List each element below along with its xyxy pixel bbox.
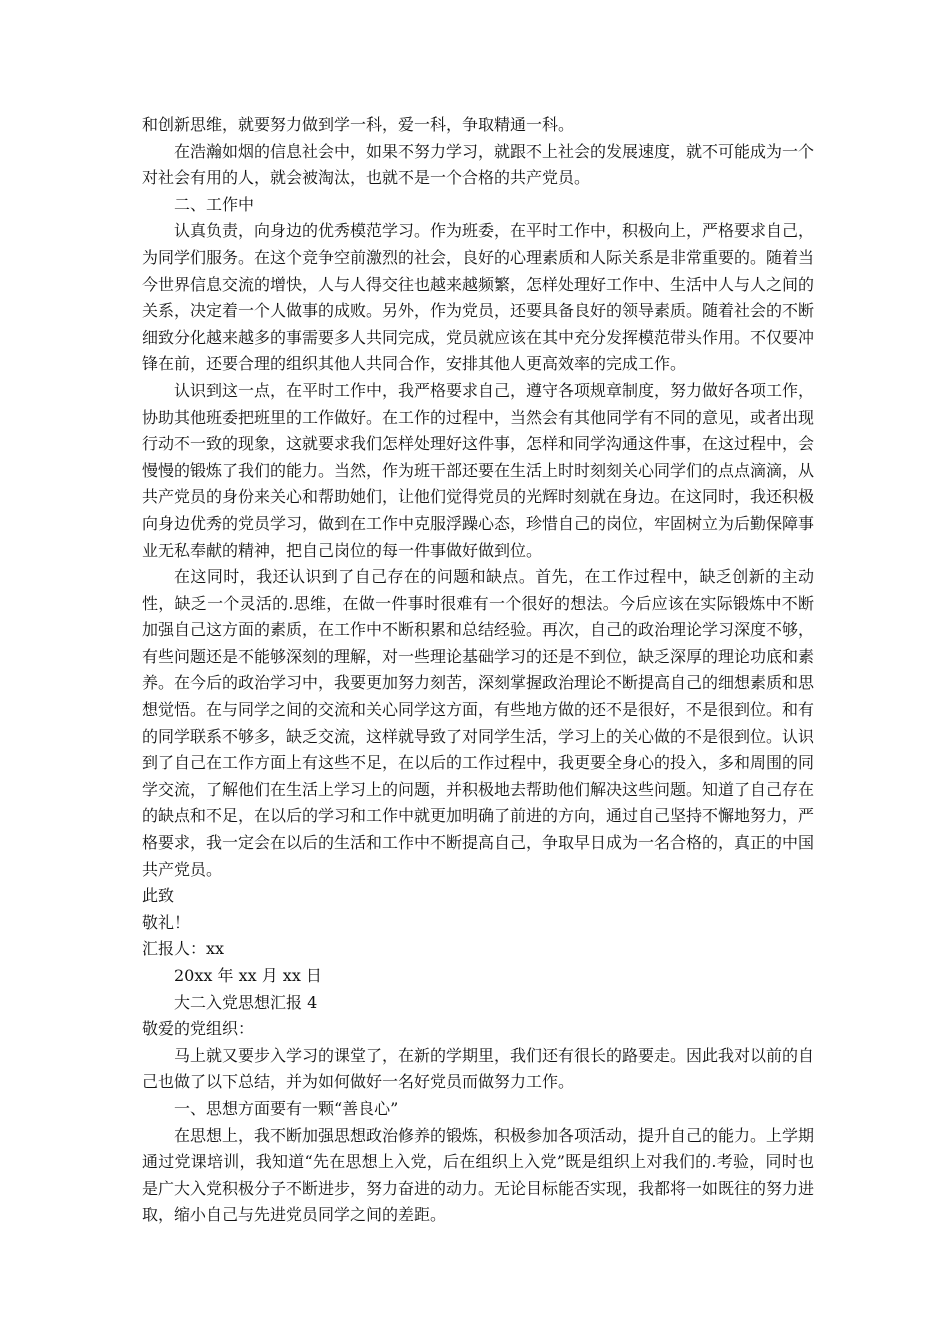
reporter-line: 汇报人：xx xyxy=(142,939,225,959)
document-body xyxy=(142,112,814,1229)
salutation-line: 敬礼！ xyxy=(142,912,191,932)
paragraph: 认识到这一点，在平时工作中，我严格要求自己，遵守各项规章制度，努力做好各项工作，协助其他班委把班里的工作做好。在工作的过程中，当然会有其他同学有不同的意见，或者出现行动不一致的现象，这就要求我们怎样处理好这件事，怎样和同学沟通这件事，在这过程中，会慢慢的锻炼了我们的能力。当然，作为班干部还要在生活上时时刻刻关心同学们的点点滴滴，从共产党员的身份来关心和帮助她们，让他们觉得党员的光辉时刻就在身边。在这同时，我还积极向身边优秀的党员学习，做到在工作中克服浮躁心态，珍惜自己的岗位，牢固树立为后勤保障事业无私奉献的精神，把自己岗位的每一件事做好做到位。 xyxy=(142,380,815,560)
document-title: 大二入党思想汇报 4 xyxy=(174,992,318,1012)
closing-line: 此致 xyxy=(142,886,175,906)
date-line: 20xx 年 xx 月 xx 日 xyxy=(174,966,322,985)
paragraph: 认真负责，向身边的优秀模范学习。作为班委，在平时工作中，积极向上，严格要求自己，为同学们服务。在这个竞争空前激烈的社会，良好的心理素质和人际关系是非常重要的。随着当今世界信息交流的增快，人与人得交往也越来越频繁，怎样处理好工作中、生活中人与人之间的关系，决定着一个人做事的成败。另外，作为党员，还要具备良好的领导素质。随着社会的不断细致分化越来越多的事需要多人共同完成，党员就应该在其中充分发挥模范带头作用。不仅要冲锋在前，还要合理的组织其他人共同合作，安排其他人更高效率的完成工作。 xyxy=(142,221,815,374)
paragraph: 在浩瀚如烟的信息社会中，如果不努力学习，就跟不上社会的发展速度，就不可能成为一个对社会有用的人，就会被淘汰，也就不是一个合格的共产党员。 xyxy=(142,141,815,188)
paragraph: 和创新思维，就要努力做到学一科，爱一科，争取精通一科。 xyxy=(142,115,575,134)
paragraph: 在思想上，我不断加强思想政治修养的锻炼，积极参加各项活动，提升自己的能力。上学期通过党课培训，我知道“先在思想上入党，后在组织上入党”既是组织上对我们的.考验，同时也是广大入党积极分子不断进步，努力奋进的动力。无论目标能否实现，我都将一如既往的努力进取，缩小自己与先进党员同学之间的差距。 xyxy=(142,1125,815,1225)
section-heading: 一、思想方面要有一颗“善良心” xyxy=(174,1098,399,1118)
paragraph: 马上就又要步入学习的课堂了，在新的学期里，我们还有很长的路要走。因此我对以前的自己也做了以下总结，并为如何做好一名好党员而做努力工作。 xyxy=(142,1045,815,1092)
paragraph: 在这同时，我还认识到了自己存在的问题和缺点。首先，在工作过程中，缺乏创新的主动性，缺乏一个灵活的.思维，在做一件事时很难有一个很好的想法。今后应该在实际锻炼中不断加强自己这方面的素质，在工作中不断积累和总结经验。再次，自己的政治理论学习深度不够，有些问题还是不能够深刻的理解，对一些理论基础学习的还是不到位，缺乏深厚的理论功底和素养。在今后的政治学习中，我要更加努力刻苦，深刻掌握政治理论不断提高自己的细想素质和思想觉悟。在与同学之间的交流和关心同学这方面，有些地方做的还不是很好，不是很到位。和有的同学联系不够多，缺乏交流，这样就导致了对同学生活，学习上的关心做的不是很到位。认识到了自己在工作方面上有这些不足，在以后的工作过程中，我更要全身心的投入，多和周围的同学交流，了解他们在生活上学习上的问题，并积极地去帮助他们解决这些问题。知道了自己存在的缺点和不足，在以后的学习和工作中就更加明确了前进的方向，通过自己坚持不懈地努力，严格要求，我一定会在以后的生活和工作中不断提高自己，争取早日成为一名合格的，真正的中国共产党员。 xyxy=(142,567,815,879)
greeting-line: 敬爱的党组织： xyxy=(142,1019,255,1039)
section-heading: 二、工作中 xyxy=(174,194,255,214)
